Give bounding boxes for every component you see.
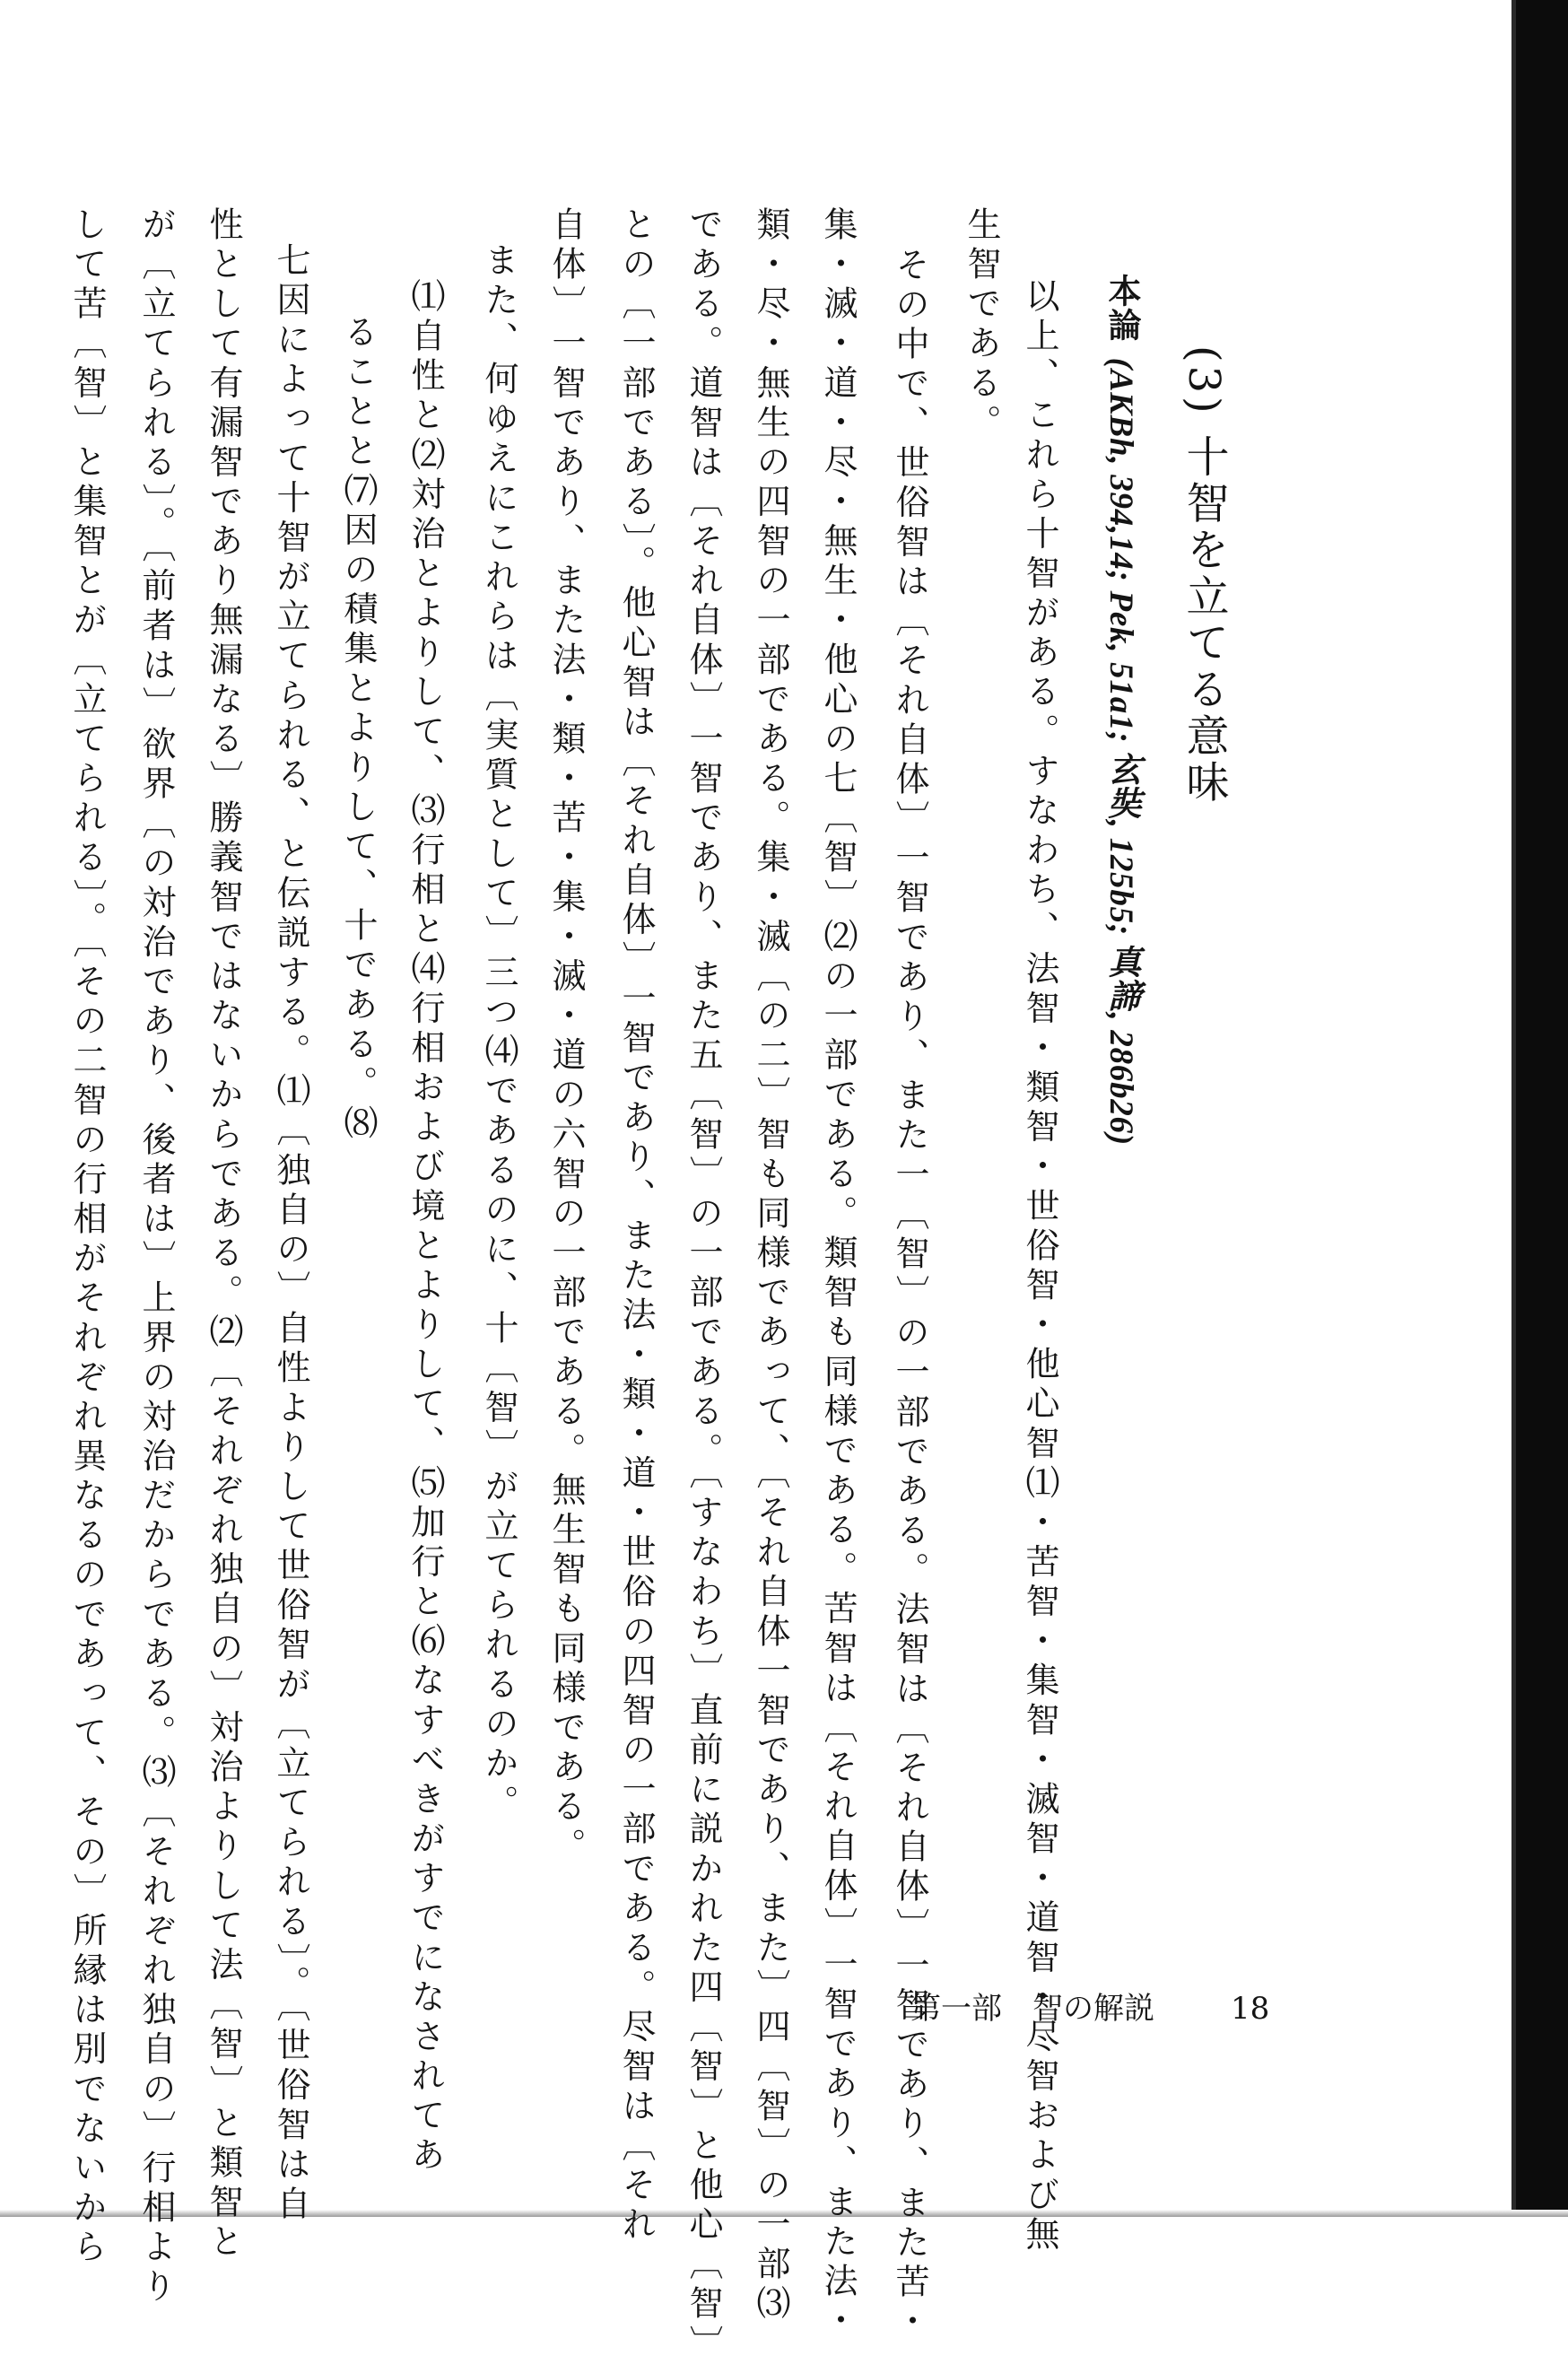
footer-section: 第一部 智の解説 xyxy=(910,1991,1154,2027)
text-column-11: ることと⑺因の積集とよりして、十である。⑻ xyxy=(338,314,378,1145)
text-column-9: また、何ゆえにこれらは〔実質として〕三つ⑷であるのに、十〔智〕が立てられるのか。 xyxy=(479,242,518,1825)
text-column-6: である。道智は〔それ自体〕一智であり、また五〔智〕の一部である。〔すなわち〕直前に説かれた四〔智〕と他心〔智〕 xyxy=(684,206,723,2364)
text-column-4: 集・滅・道・尽・無生・他心の七〔智〕⑵の一部である。類智も同様である。苦智は〔それ自体〕一智であり、また法・ xyxy=(818,206,858,2342)
page-edge xyxy=(1516,0,1568,2217)
source-line xyxy=(1103,274,1137,1146)
page-number: 18 xyxy=(1231,1991,1270,2027)
text-column-15: して苦〔智〕と集智とが〔立てられる〕。〔その二智の行相がそれぞれ異なるのであって、その〕所縁は別でないから xyxy=(67,206,107,2269)
text-column-12: 七因によって十智が立てられる、と伝説する。⑴〔独自の〕自性よりして世俗智が〔立てられる〕。〔世俗智は自 xyxy=(271,242,310,2226)
text-column-7: との〔一部である〕。他心智は〔それ自体〕一智であり、また法・類・道・世俗の四智の一部である。尽智は〔それ xyxy=(616,206,656,2246)
text-column-10: ⑴自性と⑵対治とよりして、⑶行相と⑷行相および境とよりして、⑸加行と⑹なすべきがすでになされてあ xyxy=(405,278,445,2176)
section-title: (3) 十智を立てる意味 xyxy=(1179,345,1229,807)
source-refs: (AKBh, 394,14; Pek, 51a1; 玄奘, 125b5; 真諦, 286b26) xyxy=(1102,357,1139,1146)
text-column-13: 性として有漏智であり無漏なる〕勝義智ではないからである。⑵〔それぞれ独自の〕対治よりして法〔智〕と類智と xyxy=(204,206,243,2264)
text-column-8: 自体〕一智であり、また法・類・苦・集・滅・道の六智の一部である。無生智も同様である。 xyxy=(546,206,586,1868)
text-column-5: 類・尽・無生の四智の一部である。集・滅〔の二〕智も同様であって、〔それ自体一智であり、また〕四〔智〕の一部⑶ xyxy=(751,206,790,2325)
text-column-3: その中で、世俗智は〔それ自体〕一智であり、また一〔智〕の一部である。法智は〔それ自体〕一智であり、また苦・ xyxy=(890,247,929,2343)
source-marker: 本論 xyxy=(1102,274,1139,342)
text-column-2: 生智である。 xyxy=(962,206,1001,444)
text-column-1: 以上、これら十智がある。すなわち、法智・類智・世俗智・他心智⑴・苦智・集智・滅智・道智・尽智および無 xyxy=(1020,278,1059,2255)
text-column-14: が〔立てられる〕。〔前者は〕欲界〔の対治であり、後者は〕上界の対治だからである。⑶〔それぞれ独自の〕行相より xyxy=(136,206,176,2308)
